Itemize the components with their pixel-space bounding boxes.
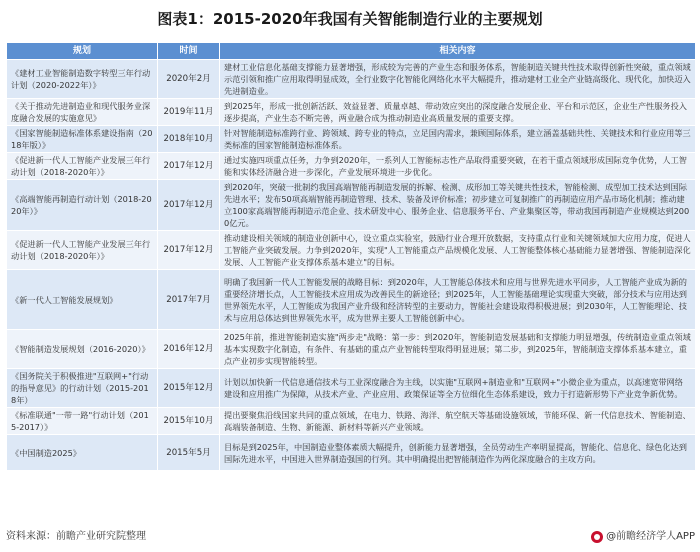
brand-label: @前瞻经济学人APP [606,531,695,542]
row-time: 2015年10月 [158,408,220,435]
row-time: 2020年2月 [158,60,220,99]
table-body [7,60,696,471]
header-plan: 规划 [7,43,158,60]
row-content: 到2020年，突破一批制约我国高端智能再制造发展的拆解、检测、成形加工等关键共性技术，智能检测、成型加工技术达到国际先进水平；发布50项高端智能再制造管理、技术、装备及评价标准；初步建立可复制推广的再制造应用产品市场化机制；推动建立100家高端智能再制造示范企业、技术研发中心、服务企业、信息服务平台、产业集聚区等，带动我国再制造产业规模达到2000亿元。 [220,180,696,231]
row-time: 2018年10月 [158,126,220,153]
row-plan-name: 《新一代人工智能发展规划》 [7,270,158,330]
row-content: 建材工业信息化基础支撑能力显著增强，形成较为完善的产业生态和服务体系，智能制造关键共性技术取得创新性突破，重点领域示范引领和推广应用取得明显成效，全行业数字化智能化网络化水平大幅提升，推动建材工业全产业链高级化、现代化，加快迈入先进制造业。 [220,60,696,99]
row-content: 2025年前，推进智能制造实施"两步走"战略：第一步：到2020年，智能制造发展基础和支撑能力明显增强，传统制造业重点领域基本实现数字化制造，有条件、有基础的重点产业智能转型取得明显进展；第二步，到2025年，智能制造支撑体系基本建立，重点产业初步实现智能转型。 [220,330,696,369]
row-time: 2017年12月 [158,231,220,270]
row-plan-name: 《建材工业智能制造数字转型三年行动计划（2020-2022年）》 [7,60,158,99]
row-time: 2017年12月 [158,153,220,180]
row-plan-name: 《智能制造发展规划（2016-2020）》 [7,330,158,369]
row-content: 目标是到2025年，中国制造业整体素质大幅提升，创新能力显著增强，全员劳动生产率明显提高，智能化、信息化、绿色化达到国际先进水平，中国进入世界制造强国的行列。其中明确提出把智能制造作为两化深度融合的主攻方向。 [220,435,696,471]
header-content: 相关内容 [220,43,696,60]
row-plan-name: 《国务院关于积极推进"互联网+"行动的指导意见》的行动计划（2015-2018年） [7,369,158,408]
row-plan-name: 《促进新一代人工智能产业发展三年行动计划（2018-2020年）》 [7,153,158,180]
table-row [7,153,696,180]
row-time: 2019年11月 [158,99,220,126]
table-row [7,369,696,408]
table-row [7,126,696,153]
row-time: 2017年12月 [158,180,220,231]
row-content: 针对智能制造标准跨行业、跨领域、跨专业的特点，立足国内需求，兼顾国际体系，建立涵盖基础共性、关键技术和行业应用等三类标准的国家智能制造标准体系。 [220,126,696,153]
row-plan-name: 《标准联通"一带一路"行动计划（2015-2017）》 [7,408,158,435]
row-plan-name: 《促进新一代人工智能产业发展三年行动计划（2018-2020年）》 [7,231,158,270]
table-row [7,180,696,231]
row-content: 提出要聚焦沿线国家共同的重点领域，在电力、铁路、海洋、航空航天等基础设施领域，节能环保、新一代信息技术、智能制造、高端装备制造、生物、新能源、新材料等新兴产业领域。 [220,408,696,435]
row-plan-name: 《高端智能再制造行动计划（2018-2020年）》 [7,180,158,231]
brand-watermark [591,528,695,546]
row-plan-name: 《中国制造2025》 [7,435,158,471]
row-time: 2017年7月 [158,270,220,330]
row-content: 计划以加快新一代信息通信技术与工业深度融合为主线，以实施"互联网+制造业和"互联网+"小微企业为重点，以高速宽带网络建设和应用推广为保障，从技术产业、产业应用、政策保证等全方位细化生态体系建设，致力于打造新形势下产业竞争新优势。 [220,369,696,408]
planning-table [6,42,696,471]
row-time: 2015年12月 [158,369,220,408]
table-row [7,435,696,471]
table-row [7,408,696,435]
table-row [7,330,696,369]
row-content: 通过实施四项重点任务，力争到2020年，一系列人工智能标志性产品取得重要突破，在若干重点领域形成国际竞争优势，人工智能和实体经济融合进一步深化，产业发展环境进一步优化。 [220,153,696,180]
source-note: 资料来源：前瞻产业研究院整理 [6,531,146,542]
table-row [7,99,696,126]
row-time: 2016年12月 [158,330,220,369]
table-header-row [7,43,696,60]
page-title: 图表1：2015-2020年我国有关智能制造行业的主要规划 [157,10,543,28]
planning-table-container [6,42,695,471]
brand-logo-icon [591,531,603,543]
row-plan-name: 《国家智能制造标准体系建设指南（2018年版）》 [7,126,158,153]
header-time: 时间 [158,43,220,60]
footer [6,528,695,546]
table-row [7,60,696,99]
row-plan-name: 《关于推动先进制造业和现代服务业深度融合发展的实施意见》 [7,99,158,126]
table-row [7,270,696,330]
row-content: 到2025年，形成一批创新活跃、效益显著、质量卓越、带动效应突出的深度融合发展企业、平台和示范区，企业生产性服务投入逐步提高，产业生态不断完善，两业融合成为推动制造业高质量发展的重要支撑。 [220,99,696,126]
row-content: 推动建设相关领域的制造业创新中心，设立重点实验室，鼓励行业合理开放数据，支持重点行业和关键领域加大应用力度，促进人工智能产业突破发展。力争到2020年，实现"人工智能重点产品规模化发展、人工智能整体核心基础能力显著增强、智能制造深化发展、人工智能产业支撑体系基本建立"的目标。 [220,231,696,270]
row-time: 2015年5月 [158,435,220,471]
row-content: 明确了我国新一代人工智能发展的战略目标：到2020年，人工智能总体技术和应用与世界先进水平同步，人工智能产业成为新的重要经济增长点，人工智能技术应用成为改善民生的新途径；到2025年，人工智能基础理论实现重大突破，部分技术与应用达到世界领先水平，人工智能成为我国产业升级和经济转型的主要动力，智能社会建设取得积极进展；到2030年，人工智能理论、技术与应用总体达到世界领先水平，成为世界主要人工智能创新中心。 [220,270,696,330]
table-row [7,231,696,270]
